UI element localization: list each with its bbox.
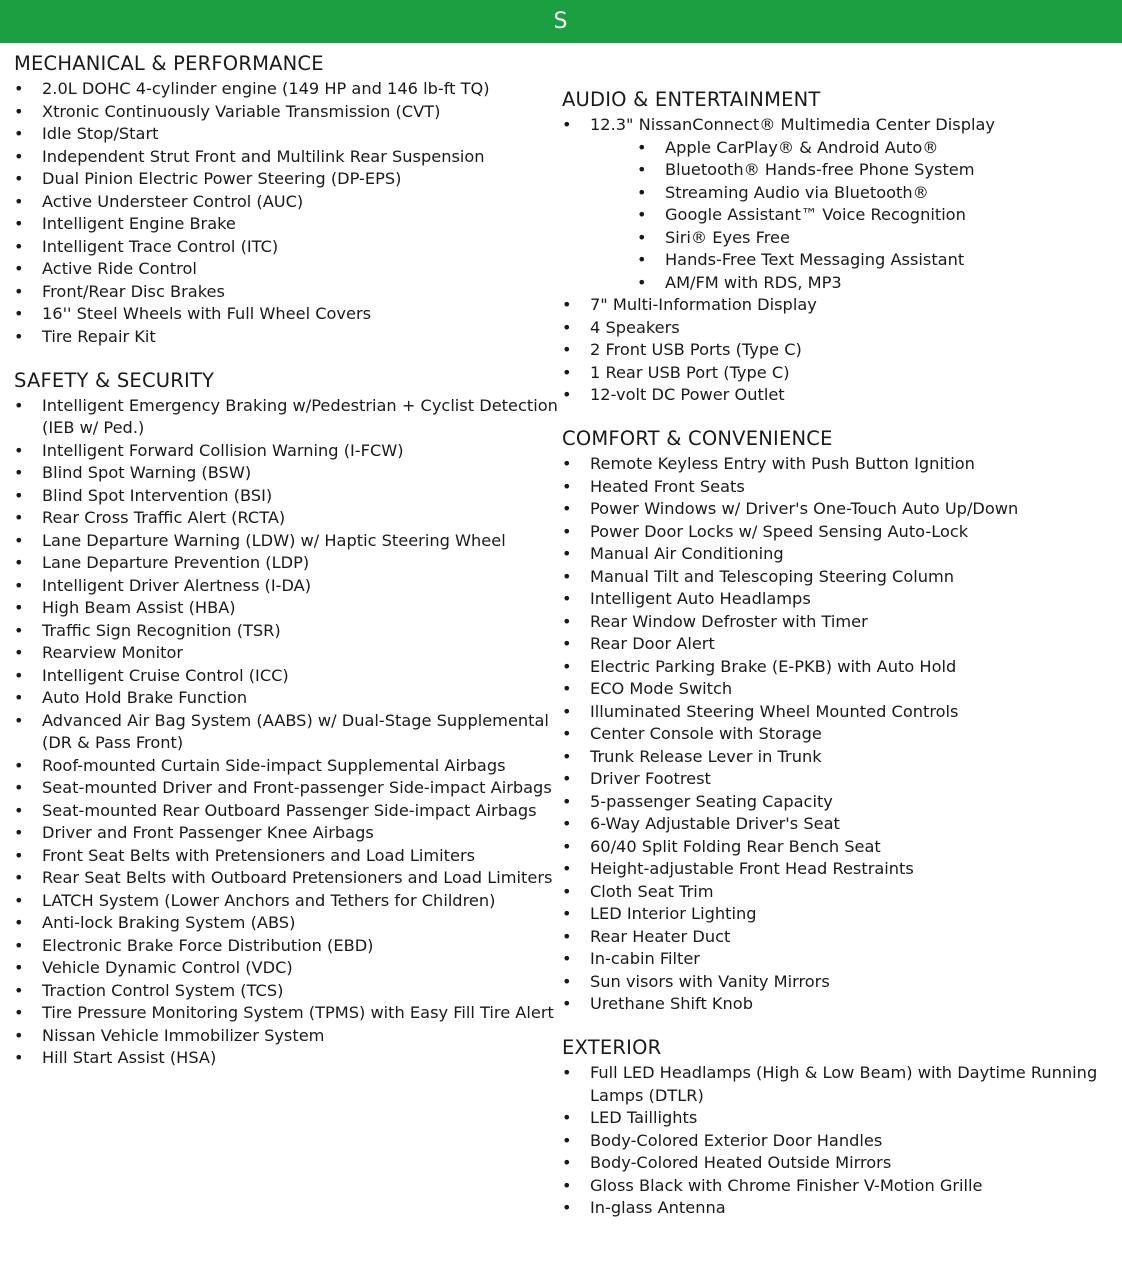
list-item: • Height-adjustable Front Head Restraints [562, 858, 1112, 881]
list-item: • Urethane Shift Knob [562, 993, 1112, 1016]
list-item: • Idle Stop/Start [14, 123, 562, 146]
list-item: • Seat-mounted Driver and Front-passenger Side-impact Airbags [14, 777, 562, 800]
list-item: • Remote Keyless Entry with Push Button Ignition [562, 453, 1112, 476]
list-item: • Power Door Locks w/ Speed Sensing Auto-Lock [562, 521, 1112, 544]
list-item: • Rearview Monitor [14, 642, 562, 665]
list-item: • Advanced Air Bag System (AABS) w/ Dual-Stage Supplemental (DR & Pass Front) [14, 710, 562, 755]
list-item: • LED Taillights [562, 1107, 1112, 1130]
list-item: • Electric Parking Brake (E-PKB) with Auto Hold [562, 656, 1112, 679]
list-item: • Intelligent Cruise Control (ICC) [14, 665, 562, 688]
safety-section [14, 369, 562, 1070]
section-title: MECHANICAL & PERFORMANCE [14, 52, 324, 75]
list-item: • ECO Mode Switch [562, 678, 1112, 701]
list-item: • Anti-lock Braking System (ABS) [14, 912, 562, 935]
list-item: • Xtronic Continuously Variable Transmission (CVT) [14, 101, 562, 124]
list-item: • In-cabin Filter [562, 948, 1112, 971]
list-item: • Vehicle Dynamic Control (VDC) [14, 957, 562, 980]
list-item: • Front/Rear Disc Brakes [14, 281, 562, 304]
list-item: • Roof-mounted Curtain Side-impact Supplemental Airbags [14, 755, 562, 778]
list-item: • Active Ride Control [14, 258, 562, 281]
list-item: • Intelligent Driver Alertness (I-DA) [14, 575, 562, 598]
trim-header [0, 0, 1122, 43]
list-item: • Bluetooth® Hands-free Phone System [562, 159, 1112, 182]
list-item: • Seat-mounted Rear Outboard Passenger Side-impact Airbags [14, 800, 562, 823]
list-item: • Tire Pressure Monitoring System (TPMS) with Easy Fill Tire Alert [14, 1002, 562, 1025]
list-item: • Blind Spot Intervention (BSI) [14, 485, 562, 508]
section-title: SAFETY & SECURITY [14, 368, 215, 392]
list-item: • Intelligent Emergency Braking w/Pedestrian + Cyclist Detection (IEB w/ Ped.) [14, 395, 562, 440]
list-item: • Traffic Sign Recognition (TSR) [14, 620, 562, 643]
list-item: • 5-passenger Seating Capacity [562, 791, 1112, 814]
list-item: • Hands-Free Text Messaging Assistant [562, 249, 1112, 272]
audio-section [562, 88, 1112, 407]
list-item: • Electronic Brake Force Distribution (EBD) [14, 935, 562, 958]
list-item: • 2 Front USB Ports (Type C) [562, 339, 1112, 362]
right-column [562, 88, 1112, 1220]
list-item: • Cloth Seat Trim [562, 881, 1112, 904]
list-item: • Body-Colored Exterior Door Handles [562, 1130, 1112, 1153]
comfort-section [562, 427, 1112, 1016]
list-item: • Manual Tilt and Telescoping Steering Column [562, 566, 1112, 589]
list-item: • Gloss Black with Chrome Finisher V-Motion Grille [562, 1175, 1112, 1198]
list-item: • 16'' Steel Wheels with Full Wheel Covers [14, 303, 562, 326]
list-item: • Siri® Eyes Free [562, 227, 1112, 250]
list-item: • Intelligent Forward Collision Warning (I-FCW) [14, 440, 562, 463]
list-item: • LED Interior Lighting [562, 903, 1112, 926]
list-item: • AM/FM with RDS, MP3 [562, 272, 1112, 295]
list-item: • 4 Speakers [562, 317, 1112, 340]
section-title: AUDIO & ENTERTAINMENT [562, 88, 821, 111]
trim-label: S [553, 9, 569, 34]
list-item: • Power Windows w/ Driver's One-Touch Auto Up/Down [562, 498, 1112, 521]
list-item: • Rear Heater Duct [562, 926, 1112, 949]
list-item: • Intelligent Auto Headlamps [562, 588, 1112, 611]
list-item: • 1 Rear USB Port (Type C) [562, 362, 1112, 385]
list-item: • Driver and Front Passenger Knee Airbags [14, 822, 562, 845]
list-item: • 7" Multi-Information Display [562, 294, 1112, 317]
list-item: • Traction Control System (TCS) [14, 980, 562, 1003]
list-item: • Blind Spot Warning (BSW) [14, 462, 562, 485]
comfort-list [562, 453, 1112, 1016]
mechanical-list [14, 78, 562, 348]
audio-list-more [562, 294, 1112, 407]
list-item: • 6-Way Adjustable Driver's Seat [562, 813, 1112, 836]
section-title: COMFORT & CONVENIENCE [562, 427, 833, 450]
list-item: • 12.3" NissanConnect® Multimedia Center Display [562, 114, 1112, 137]
mechanical-section [14, 52, 562, 348]
list-item: • Heated Front Seats [562, 476, 1112, 499]
list-item: • Driver Footrest [562, 768, 1112, 791]
list-item: • Lane Departure Prevention (LDP) [14, 552, 562, 575]
list-item: • Body-Colored Heated Outside Mirrors [562, 1152, 1112, 1175]
list-item: • Streaming Audio via Bluetooth® [562, 182, 1112, 205]
list-item: • 60/40 Split Folding Rear Bench Seat [562, 836, 1112, 859]
list-item: • Trunk Release Lever in Trunk [562, 746, 1112, 769]
list-item: • Rear Window Defroster with Timer [562, 611, 1112, 634]
list-item: • LATCH System (Lower Anchors and Tethers for Children) [14, 890, 562, 913]
list-item: • Sun visors with Vanity Mirrors [562, 971, 1112, 994]
list-item: • Google Assistant™ Voice Recognition [562, 204, 1112, 227]
left-column [14, 52, 562, 1070]
list-item: • Manual Air Conditioning [562, 543, 1112, 566]
list-item: • Rear Seat Belts with Outboard Pretensioners and Load Limiters [14, 867, 562, 890]
audio-sub-list [562, 137, 1112, 295]
list-item: • Hill Start Assist (HSA) [14, 1047, 562, 1070]
list-item: • Center Console with Storage [562, 723, 1112, 746]
section-title: EXTERIOR [562, 1036, 662, 1059]
list-item: • In-glass Antenna [562, 1197, 1112, 1220]
list-item: • Independent Strut Front and Multilink Rear Suspension [14, 146, 562, 169]
list-item: • Rear Cross Traffic Alert (RCTA) [14, 507, 562, 530]
list-item: • 2.0L DOHC 4-cylinder engine (149 HP and 146 lb-ft TQ) [14, 78, 562, 101]
list-item: • Intelligent Trace Control (ITC) [14, 236, 562, 259]
list-item: • Active Understeer Control (AUC) [14, 191, 562, 214]
list-item: • Nissan Vehicle Immobilizer System [14, 1025, 562, 1048]
list-item: • Illuminated Steering Wheel Mounted Controls [562, 701, 1112, 724]
list-item: • Auto Hold Brake Function [14, 687, 562, 710]
list-item: • Apple CarPlay® & Android Auto® [562, 137, 1112, 160]
safety-list [14, 395, 562, 1070]
list-item: • Intelligent Engine Brake [14, 213, 562, 236]
list-item: • High Beam Assist (HBA) [14, 597, 562, 620]
list-item: • Rear Door Alert [562, 633, 1112, 656]
exterior-list [562, 1062, 1112, 1220]
audio-list [562, 114, 1112, 137]
list-item: • Dual Pinion Electric Power Steering (DP-EPS) [14, 168, 562, 191]
list-item: • Lane Departure Warning (LDW) w/ Haptic Steering Wheel [14, 530, 562, 553]
list-item: • Tire Repair Kit [14, 326, 562, 349]
list-item: • 12-volt DC Power Outlet [562, 384, 1112, 407]
exterior-section [562, 1036, 1112, 1220]
list-item: • Full LED Headlamps (High & Low Beam) with Daytime Running Lamps (DTLR) [562, 1062, 1112, 1107]
list-item: • Front Seat Belts with Pretensioners and Load Limiters [14, 845, 562, 868]
